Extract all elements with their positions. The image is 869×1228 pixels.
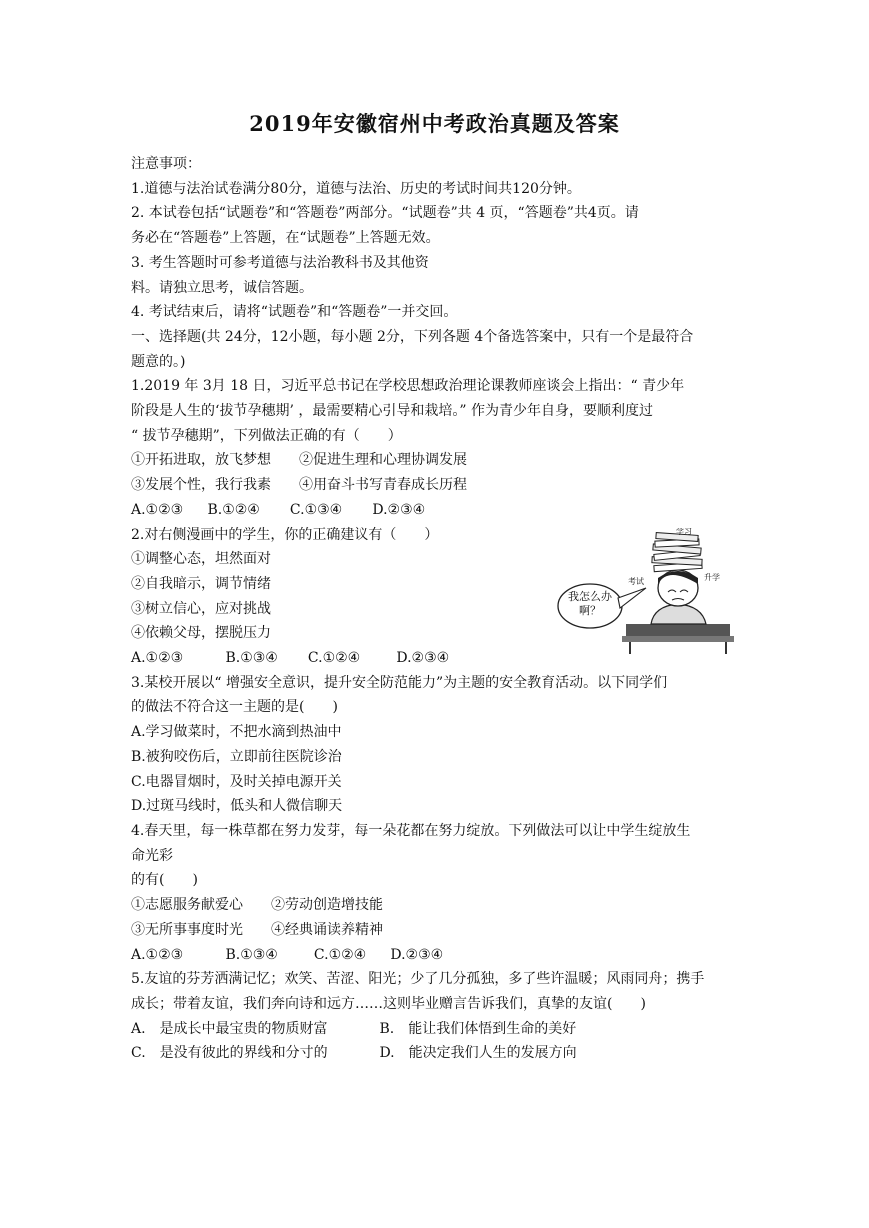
label-study: 学习 [676, 528, 692, 536]
q5-option-a: A. 是成长中最宝贵的物质财富 [131, 1020, 328, 1037]
q4-stem-a: 4.春天里，每一株草都在努力发芽，每一朵花都在努力绽放。下列做法可以让中学生绽放生 [131, 822, 691, 839]
q1-choice-b: B.①②④ [207, 501, 260, 518]
q2-item-4: ④依赖父母，摆脱压力 [131, 625, 271, 642]
q1-choice-c: C.①③④ [289, 501, 343, 518]
q1-items-b: ③发展个性，我行我素 ④用奋斗书写青春成长历程 [131, 477, 467, 494]
q3-stem-a: 3.某校开展以“ 增强安全意识，提升安全防范能力”为主题的安全教育活动。以下同学们 [131, 674, 668, 691]
q1-items-a: ①开拓进取，放飞梦想 ②促进生理和心理协调发展 [131, 452, 467, 469]
q3-option-a: A.学习做菜时，不把水滴到热油中 [131, 724, 342, 741]
q5-options-row-1 [131, 1017, 741, 1042]
q2-item-3: ③树立信心，应对挑战 [131, 600, 271, 617]
q4-stem-b: 命光彩 [131, 847, 173, 864]
notice-item-3b: 料。请独立思考，诚信答题。 [131, 279, 313, 296]
q2-choice-d: D.②③④ [396, 650, 450, 667]
q4-choice-b: B.①③④ [225, 946, 278, 963]
q3-option-b: B.被狗咬伤后，立即前往医院诊治 [131, 748, 342, 765]
notice-item-4: 4. 考试结束后，请将“试题卷”和“答题卷”一并交回。 [131, 304, 458, 321]
desk-edge [622, 636, 734, 642]
section-heading-b: 题意的。) [131, 353, 186, 370]
q4-choice-d: D.②③④ [390, 946, 444, 963]
q1-stem-b: 阶段是人生的‘拔节孕穗期’ ，最需要精心引导和栽培。” 作为青少年自身，要顺利度过 [131, 403, 653, 420]
q2-choice-c: C.①②④ [307, 650, 361, 667]
cartoon-stressed-student [556, 528, 741, 656]
label-exam: 考试 [628, 577, 644, 586]
q4-choice-a: A.①②③ [131, 946, 184, 963]
q2-choice-b: B.①③④ [225, 650, 278, 667]
q3-option-d: D.过斑马线时，低头和人微信聊天 [131, 798, 343, 815]
notice-item-2a: 2. 本试卷包括“试题卷”和“答题卷”两部分。“试题卷”共 4 页，“答题卷”共4页。请 [131, 205, 639, 222]
page-title: 2019年安徽宿州中考政治真题及答案 [249, 111, 620, 136]
q4-choices [131, 943, 741, 968]
q5-option-c: C. 是没有彼此的界线和分寸的 [131, 1045, 328, 1062]
q4-items-a: ①志愿服务献爱心 ②劳动创造增技能 [131, 897, 383, 914]
q4-stem-c: 的有( ) [131, 872, 198, 889]
notice-heading: 注意事项： [131, 156, 201, 172]
q3-option-c: C.电器冒烟时，及时关掉电源开关 [131, 773, 342, 790]
q5-options-row-2 [131, 1041, 741, 1066]
label-promotion: 升学 [704, 573, 720, 582]
q1-stem-a: 1.2019 年 3月 18 日，习近平总书记在学校思想政治理论课教师座谈会上指出：“ 青少年 [131, 378, 685, 395]
q2-choice-a: A.①②③ [131, 650, 184, 667]
q2-stem: 2.对右侧漫画中的学生，你的正确建议有（ ） [131, 526, 439, 543]
q2-item-2: ②自我暗示，调节情绪 [131, 575, 271, 592]
notice-item-2b: 务必在“答题卷”上答题，在“试题卷”上答题无效。 [131, 230, 440, 247]
q1-choices [131, 498, 741, 523]
q3-stem-b: 的做法不符合这一主题的是( ) [131, 699, 338, 716]
desk-top [626, 624, 730, 636]
notice-item-1: 1.道德与法治试卷满分80分，道德与法治、历史的考试时间共120分钟。 [131, 180, 581, 197]
q1-stem-c: “ 拔节孕穗期”，下列做法正确的有（ ） [131, 427, 402, 444]
q5-option-d: D. 能决定我们人生的发展方向 [379, 1045, 577, 1062]
q1-choice-a: A.①②③ [131, 501, 184, 518]
q2-item-1: ①调整心态，坦然面对 [131, 551, 271, 568]
q5-option-b: B. 能让我们体悟到生命的美好 [379, 1020, 577, 1037]
notice-item-3a: 3. 考生答题时可参考道德与法治教科书及其他资 [131, 254, 429, 271]
speech-bubble-text: 我怎么办啊？ [568, 590, 612, 617]
q5-stem-b: 成长；带着友谊，我们奔向诗和远方……这则毕业赠言告诉我们，真挚的友谊( ) [131, 995, 646, 1012]
q5-stem-a: 5.友谊的芬芳洒满记忆；欢笑、苦涩、阳光；少了几分孤独，多了些许温暖；风雨同舟；携手 [131, 971, 705, 988]
q4-choice-c: C.①②④ [313, 946, 367, 963]
book-stack [652, 533, 702, 572]
student-body [651, 604, 706, 624]
q1-choice-d: D.②③④ [372, 501, 426, 518]
section-heading-a: 一、选择题(共 24分，12小题，每小题 2分，下列各题 4个备选答案中，只有一个是最符合 [131, 328, 694, 345]
q4-items-b: ③无所事事度时光 ④经典诵读养精神 [131, 921, 383, 938]
